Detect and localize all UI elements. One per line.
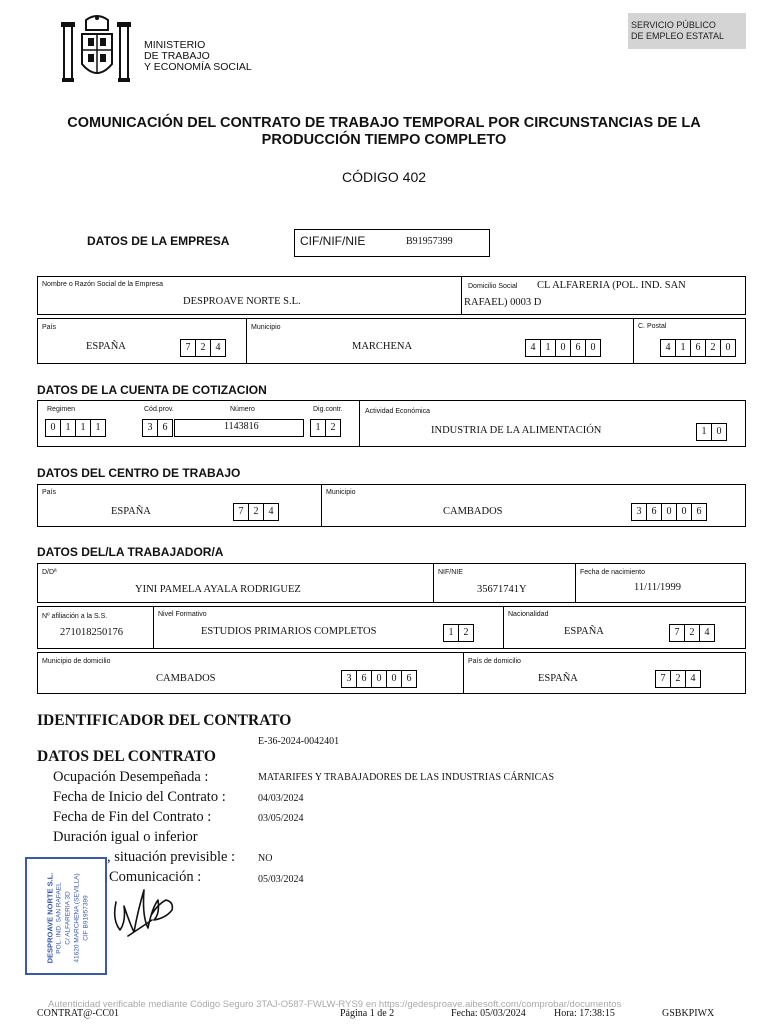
document-title-line2: PRODUCCIÓN TIEMPO COMPLETO <box>261 132 507 148</box>
domicilio-value-line2: RAFAEL) 0003 D <box>464 297 542 308</box>
dig-label: Dig.contr. <box>313 406 343 413</box>
stamp-line5: CIF B91957399 <box>82 895 90 941</box>
municipio-domicilio-value: CAMBADOS <box>156 673 216 684</box>
nivel-code: 1 2 <box>444 624 474 642</box>
cif-label: CIF/NIF/NIE <box>300 234 366 248</box>
domicilio-value-line1: CL ALFARERIA (POL. IND. SAN <box>537 280 686 291</box>
nivel-label: Nivel Formativo <box>158 611 207 618</box>
ocupacion-value: MATARIFES Y TRABAJADORES DE LAS INDUSTRIAS CÁRNICAS <box>258 772 555 783</box>
domicilio-label: Domicilio Social <box>468 283 518 290</box>
ministry-name-line3: Y ECONOMÍA SOCIAL <box>144 61 252 73</box>
numero-value: 1143816 <box>224 421 259 432</box>
cp-label: C. Postal <box>638 323 667 330</box>
actividad-code: 1 0 <box>697 423 727 441</box>
cif-value: B91957399 <box>406 236 453 247</box>
municipio-domicilio-code: 3 6 0 0 6 <box>342 670 417 688</box>
situacion-label: , situación previsible : <box>107 849 236 865</box>
coat-of-arms-icon <box>58 14 136 88</box>
footer-time: Hora: 17:38:15 <box>554 1008 615 1019</box>
situacion-value: NO <box>258 853 273 864</box>
nivel-value: ESTUDIOS PRIMARIOS COMPLETOS <box>201 626 377 637</box>
ocupacion-label: Ocupación Desempeñada : <box>53 769 209 785</box>
nacionalidad-code: 7 2 4 <box>670 624 715 642</box>
fin-value: 03/05/2024 <box>258 813 304 824</box>
footer-code: GSBKPIWX <box>662 1008 715 1019</box>
company-stamp <box>25 857 107 975</box>
regimen-code: 0 1 1 1 <box>46 419 106 437</box>
ministry-name-line1: MINISTERIO <box>144 39 206 51</box>
ministry-logo <box>58 14 270 88</box>
nombre-value: DESPROAVE NORTE S.L. <box>183 296 301 307</box>
fin-label: Fecha de Fin del Contrato : <box>53 809 212 825</box>
centro-pais-label: País <box>42 489 57 496</box>
dd-label: D/Dª <box>42 569 57 576</box>
nacimiento-value: 11/11/1999 <box>634 582 682 593</box>
municipio-value: MARCHENA <box>352 341 413 352</box>
numero-label: Número <box>230 406 255 413</box>
municipio-label: Municipio <box>251 324 281 331</box>
pais-domicilio-code: 7 2 4 <box>656 670 701 688</box>
municipio-code: 4 1 0 6 0 <box>526 339 601 357</box>
duracion-label: Duración igual o inferior <box>53 829 198 845</box>
pais-domicilio-label: País de domicilio <box>468 658 521 665</box>
centro-municipio-value: CAMBADOS <box>443 506 503 517</box>
stamp-line3: C/ ALFARERIA 3D <box>64 891 72 945</box>
actividad-label: Actividad Económica <box>365 408 430 415</box>
comunicacion-value: 05/03/2024 <box>258 874 304 885</box>
afiliacion-label: Nº afiliación a la S.S. <box>42 613 108 620</box>
contract-data-heading: DATOS DEL CONTRATO <box>37 748 216 765</box>
centro-pais-code: 7 2 4 <box>234 503 279 521</box>
verification-note: Autenticidad verificable mediante Código Seguro 3TAJ-O587-FWLW-RYS9 en https://gedesproave.aibesoft.com/comprobar/documentos <box>48 999 622 1010</box>
contract-id-heading: IDENTIFICADOR DEL CONTRATO <box>37 712 292 729</box>
footer-date: Fecha: 05/03/2024 <box>451 1008 526 1019</box>
inicio-value: 04/03/2024 <box>258 793 304 804</box>
dd-value: YINI PAMELA AYALA RODRIGUEZ <box>135 584 301 595</box>
footer-page: Página 1 de 2 <box>340 1008 395 1019</box>
comunicacion-label: Comunicación : <box>109 869 202 885</box>
actividad-value: INDUSTRIA DE LA ALIMENTACIÓN <box>431 425 602 436</box>
cp-code: 4 1 6 2 0 <box>661 339 736 357</box>
ministry-name-line2: DE TRABAJO <box>144 50 210 62</box>
codprov-label: Cód.prov. <box>144 406 174 413</box>
document-title-line1: COMUNICACIÓN DEL CONTRATO DE TRABAJO TEMPORAL POR CIRCUNSTANCIAS DE LA <box>67 115 701 131</box>
sepe-name-line2: DE EMPLEO ESTATAL <box>631 31 725 41</box>
section-trabajador-heading: DATOS DEL/LA TRABAJADOR/A <box>37 545 224 559</box>
nacionalidad-value: ESPAÑA <box>564 626 604 637</box>
pais-domicilio-value: ESPAÑA <box>538 673 578 684</box>
footer-form-id: CONTRAT@-CC01 <box>37 1008 119 1019</box>
trabajador-row2 <box>37 606 746 649</box>
pais-value: ESPAÑA <box>86 341 126 352</box>
dig-code: 1 2 <box>311 419 341 437</box>
stamp-line2: POL. IND. SAN RAFAEL <box>55 882 63 954</box>
pais-code: 7 2 4 <box>181 339 226 357</box>
stamp-line4: 41620 MARCHENA (SEVILLA) <box>73 873 81 963</box>
afiliacion-value: 271018250176 <box>60 627 123 638</box>
document-code: CÓDIGO 402 <box>341 169 427 185</box>
contract-id-value: E-36-2024-0042401 <box>258 736 340 747</box>
section-cotizacion-heading: DATOS DE LA CUENTA DE COTIZACION <box>37 383 267 397</box>
centro-municipio-code: 3 6 0 0 6 <box>632 503 707 521</box>
nacionalidad-label: Nacionalidad <box>508 611 549 618</box>
nacimiento-label: Fecha de nacimiento <box>580 569 645 576</box>
regimen-label: Regimen <box>47 406 76 413</box>
inicio-label: Fecha de Inicio del Contrato : <box>53 789 226 805</box>
nombre-label: Nombre o Razón Social de la Empresa <box>42 281 164 288</box>
sepe-logo <box>628 13 746 49</box>
centro-pais-value: ESPAÑA <box>111 506 151 517</box>
sepe-name-line1: SERVICIO PÚBLICO <box>631 20 716 30</box>
municipio-domicilio-label: Municipio de domicilio <box>42 658 111 665</box>
section-centro-heading: DATOS DEL CENTRO DE TRABAJO <box>37 466 241 480</box>
codprov-code: 3 6 <box>143 419 173 437</box>
nif-value: 35671741Y <box>477 584 527 595</box>
section-empresa-heading: DATOS DE LA EMPRESA <box>87 234 230 248</box>
pais-label: País <box>42 324 57 331</box>
signature-icon <box>108 880 180 942</box>
centro-municipio-label: Municipio <box>326 489 356 496</box>
stamp-line1: DESPROAVE NORTE S.L. <box>45 872 55 964</box>
nif-label: NIF/NIE <box>438 569 463 576</box>
